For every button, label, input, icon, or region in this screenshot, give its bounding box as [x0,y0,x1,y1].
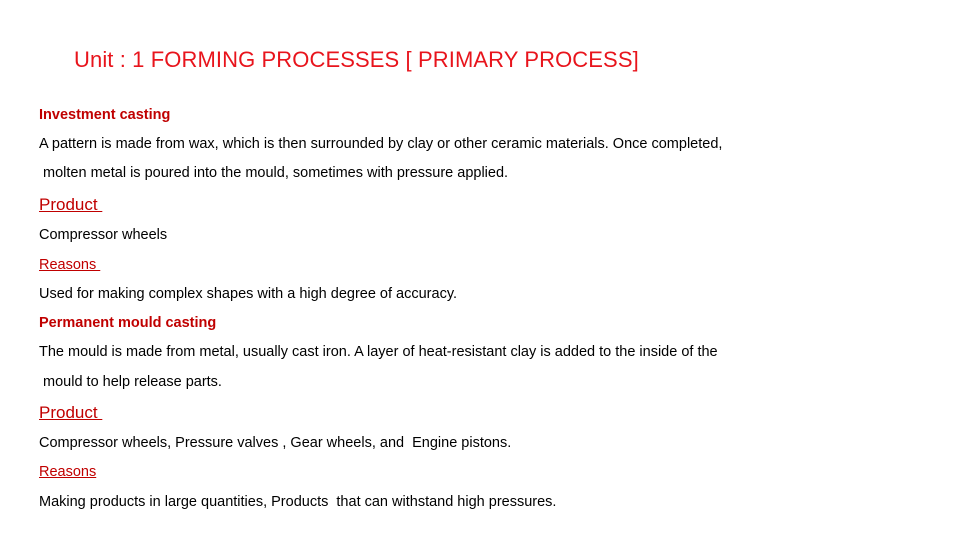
product-label: Product [39,195,103,214]
reasons-text: Making products in large quantities, Products that can withstand high pressures. [39,494,557,510]
description-line: A pattern is made from wax, which is then surrounded by clay or other ceramic materials. Once completed, [39,136,723,152]
description-line: mould to help release parts. [39,374,222,390]
reasons-text: Used for making complex shapes with a high degree of accuracy. [39,286,458,302]
product-text: Compressor wheels, Pressure valves , Gear wheels, and Engine pistons. [39,435,512,451]
reasons-label: Reasons [39,464,97,480]
description-line: molten metal is poured into the mould, sometimes with pressure applied. [39,165,509,181]
description-line: The mould is made from metal, usually cast iron. A layer of heat-resistant clay is added to the inside of the [39,344,718,360]
section-heading-investment-casting: Investment casting [39,107,171,123]
page-title: Unit : 1 FORMING PROCESSES [ PRIMARY PROCESS] [74,47,639,72]
section-heading-permanent-mould-casting: Permanent mould casting [39,315,217,331]
product-text: Compressor wheels [39,227,168,243]
product-label: Product [39,403,103,422]
reasons-label: Reasons [39,257,101,273]
